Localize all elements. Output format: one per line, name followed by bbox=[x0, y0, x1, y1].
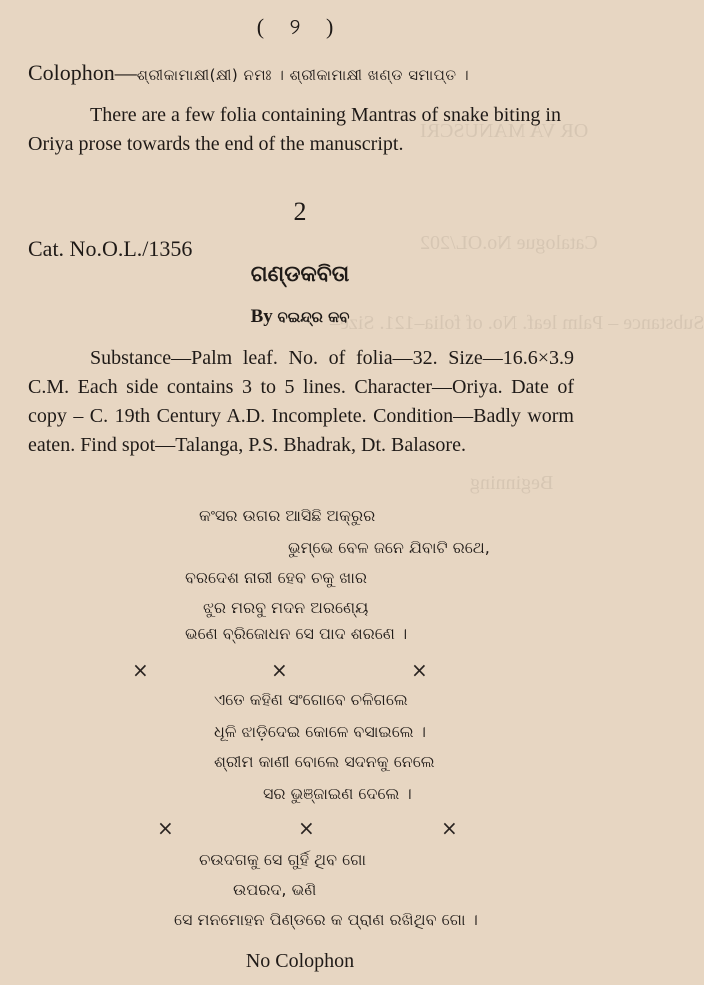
verse-line: ଧୂଳି ଝାଡ଼ିଦେଇ କୋଳେ ବସାଇଲେ । bbox=[214, 722, 426, 741]
verse-line: ବରଦେଶ ନାରୀ ହେବ ଚକୁ ଖାର bbox=[185, 568, 367, 587]
page-number: ( ୨ ) bbox=[256, 14, 344, 39]
end-note: No Colophon bbox=[245, 950, 355, 972]
colophon-text: ଶ୍ରୀକାମାକ୍ଷୀ(କ୍ଷୀ) ନମଃ । ଶ୍ରୀକାମାକ୍ଷୀ ଖଣ୍ଡ ସମାପ୍ତ । bbox=[136, 66, 470, 84]
colophon-label: Colophon— bbox=[28, 60, 137, 85]
verse-line: ଭଣେ ବ୍ରିଜୋଧନ ସେ ପାଦ ଶରଣେ । bbox=[185, 624, 408, 643]
entry-number: 2 bbox=[293, 197, 307, 226]
section-separator: × bbox=[411, 658, 428, 682]
bleed-through: Substance – Palm leaf. No. of folia–121. Size– bbox=[330, 312, 704, 334]
section-separator: × bbox=[298, 816, 315, 840]
verse-line: ଭୁମ୍ଭେ ବେଳ ଜନେ ଯିବାଟି ରଥେ, bbox=[288, 538, 490, 557]
section-separator: × bbox=[132, 658, 149, 682]
section-separator: × bbox=[157, 816, 174, 840]
author-name: ବଇନ୍ଦ୍ର କବ bbox=[277, 308, 350, 326]
author-line bbox=[0, 306, 600, 328]
verse-line: ଉପରଦ, ଭଣି bbox=[233, 880, 317, 899]
by-label: By bbox=[250, 306, 273, 327]
note-paragraph: There are a few folia containing Mantras of snake biting in Oriya prose towards the end of the manuscript. bbox=[28, 104, 561, 155]
verse-line: ସେ ମନମୋହନ ପିଣ୍ଡରେ କ ପ୍ରାଣ ରଖିଥିବ ଗୋ । bbox=[174, 910, 478, 929]
colophon-line bbox=[28, 60, 469, 86]
bleed-through: OR VA MANUSCRI bbox=[420, 120, 589, 142]
verse-line: ସର ଭୁଞ୍ଜାଇଣ ଦେଲେ । bbox=[263, 784, 412, 803]
manuscript-title: ଗଣ୍ଡକବିତା bbox=[250, 262, 350, 287]
bleed-through: Beginning bbox=[470, 472, 554, 494]
bleed-through: Catalogue No.OL/202 bbox=[420, 232, 598, 254]
verse-line: ଝୁର ମରବୁ ମଦନ ଅରଣ୍ୟେ bbox=[203, 598, 369, 617]
section-separator: × bbox=[271, 658, 288, 682]
manuscript-description: Substance—Palm leaf. No. of folia—32. Size—16.6×3.9 C.M. Each side contains 3 to 5 lines. Character—Oriya. Date of copy – C. 19th Century A.D. Incomplete. Condition—Badly worm eaten. Find spot—Talanga, P.S. Bhadrak, Dt. Balasore. bbox=[28, 347, 574, 456]
verse-line: ଶ୍ରୀମ କାଣୀ ବୋଲେ ସଦନକୁ ନେଲେ bbox=[214, 752, 435, 771]
verse-line: ଚଉଦଗକୁ ସେ ଗୁର୍ହି ଥିବ ଗୋ bbox=[199, 850, 367, 869]
verse-line: କଂସର ଉଗର ଆସିଛି ଅକ୍ରୁର bbox=[199, 506, 376, 525]
verse-line: ଏତେ କହିଣ ସଂଗୋବେ ଚଳିଗଲେ bbox=[214, 690, 408, 709]
section-separator: × bbox=[441, 816, 458, 840]
catalogue-number: Cat. No.O.L./1356 bbox=[28, 236, 193, 261]
